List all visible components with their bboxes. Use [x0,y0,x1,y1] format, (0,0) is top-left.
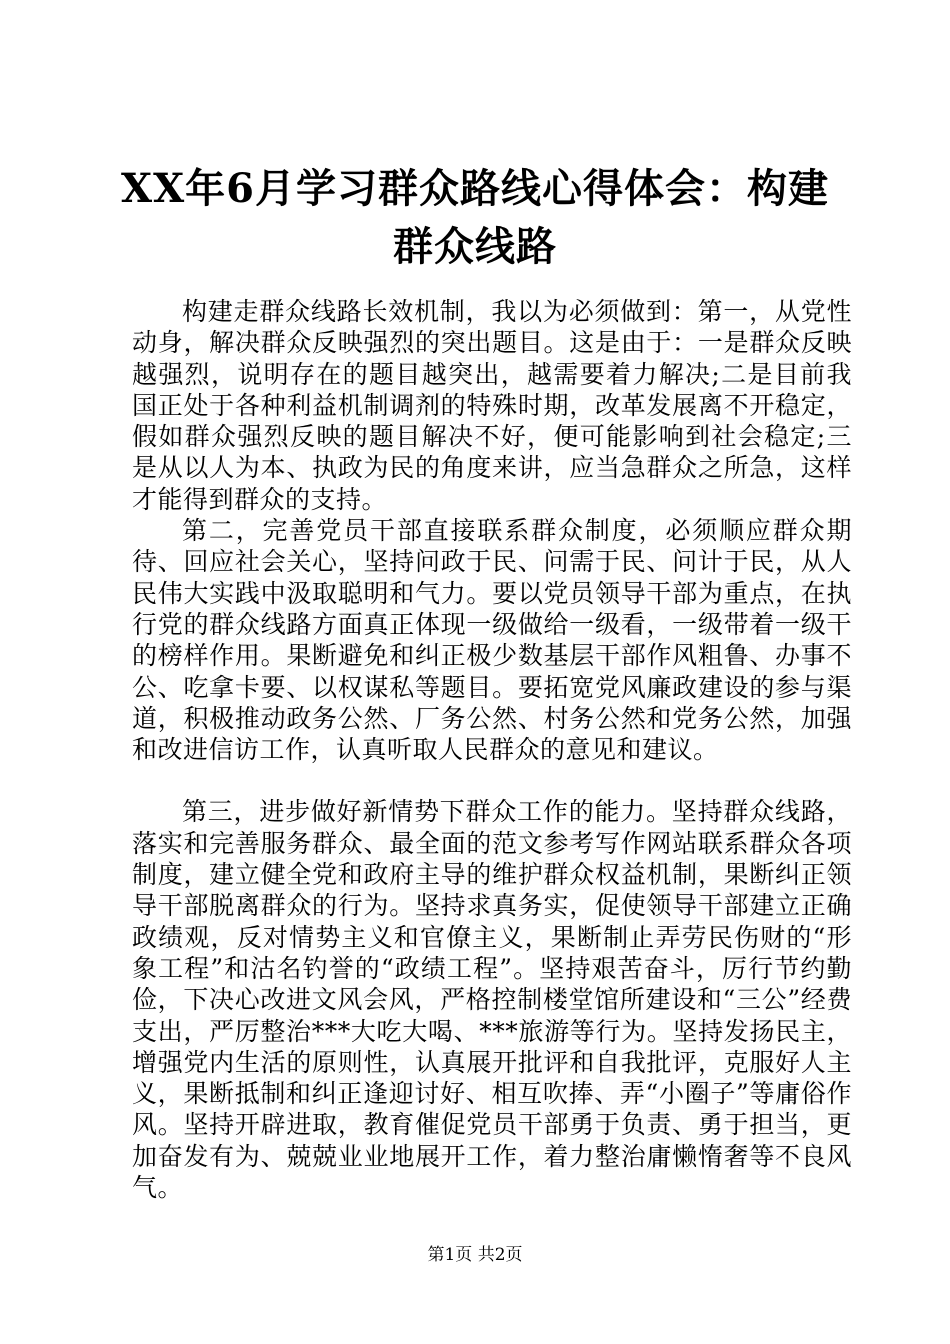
page-number-footer: 第1页 共2页 [427,1245,523,1265]
paragraph-2: 第二，完善党员干部直接联系群众制度，必须顺应群众期待、回应社会关心，坚持问政于民、问需于民、问计于民，从人民伟大实践中汲取聪明和气力。要以党员领导干部为重点，在执行党的群众线路方面真正体现一级做给一级看，一级带着一级干的榜样作用。果断避免和纠正极少数基层干部作风粗鲁、办事不公、吃拿卡要、以权谋私等题目。要拓宽党风廉政建设的参与渠道，积极推动政务公然、厂务公然、村务公然和党务公然，加强和改进信访工作，认真听取人民群众的意见和建议。 [132,516,852,765]
document-body [132,296,852,1203]
paragraph-1: 构建走群众线路长效机制，我以为必须做到：第一，从党性动身，解决群众反映强烈的突出题目。这是由于：一是群众反映越强烈，说明存在的题目越突出，越需要着力解决;二是目前我国正处于各种利益机制调剂的特殊时期，改革发展离不开稳定，假如群众强烈反映的题目解决不好，便可能影响到社会稳定;三是从以人为本、执政为民的角度来讲，应当急群众之所急，这样才能得到群众的支持。 [132,297,852,514]
paragraph-3: 第三，进步做好新情势下群众工作的能力。坚持群众线路，落实和完善服务群众、最全面的范文参考写作网站联系群众各项制度，建立健全党和政府主导的维护群众权益机制，果断纠正领导干部脱离群众的行为。坚持求真务实，促使领导干部建立正确政绩观，反对情势主义和官僚主义，果断制止弄劳民伤财的“形象工程”和沽名钓誉的“政绩工程”。坚持艰苦奋斗，厉行节约勤俭，下决心改进文风会风，严格控制楼堂馆所建设和“三公”经费支出，严厉整治***大吃大喝、***旅游等行为。坚持发扬民主，增强党内生活的原则性，认真展开批评和自我批评，克服好人主义，果断抵制和纠正逢迎讨好、相互吹捧、弄“小圈子”等庸俗作风。坚持开辟进取，教育催促党员干部勇于负责、勇于担当，更加奋发有为、兢兢业业地展开工作，着力整治庸懒惰奢等不良风气。 [132,797,852,1203]
document-title: XX年6月学习群众路线心得体会：构建群众线路 [121,165,829,270]
